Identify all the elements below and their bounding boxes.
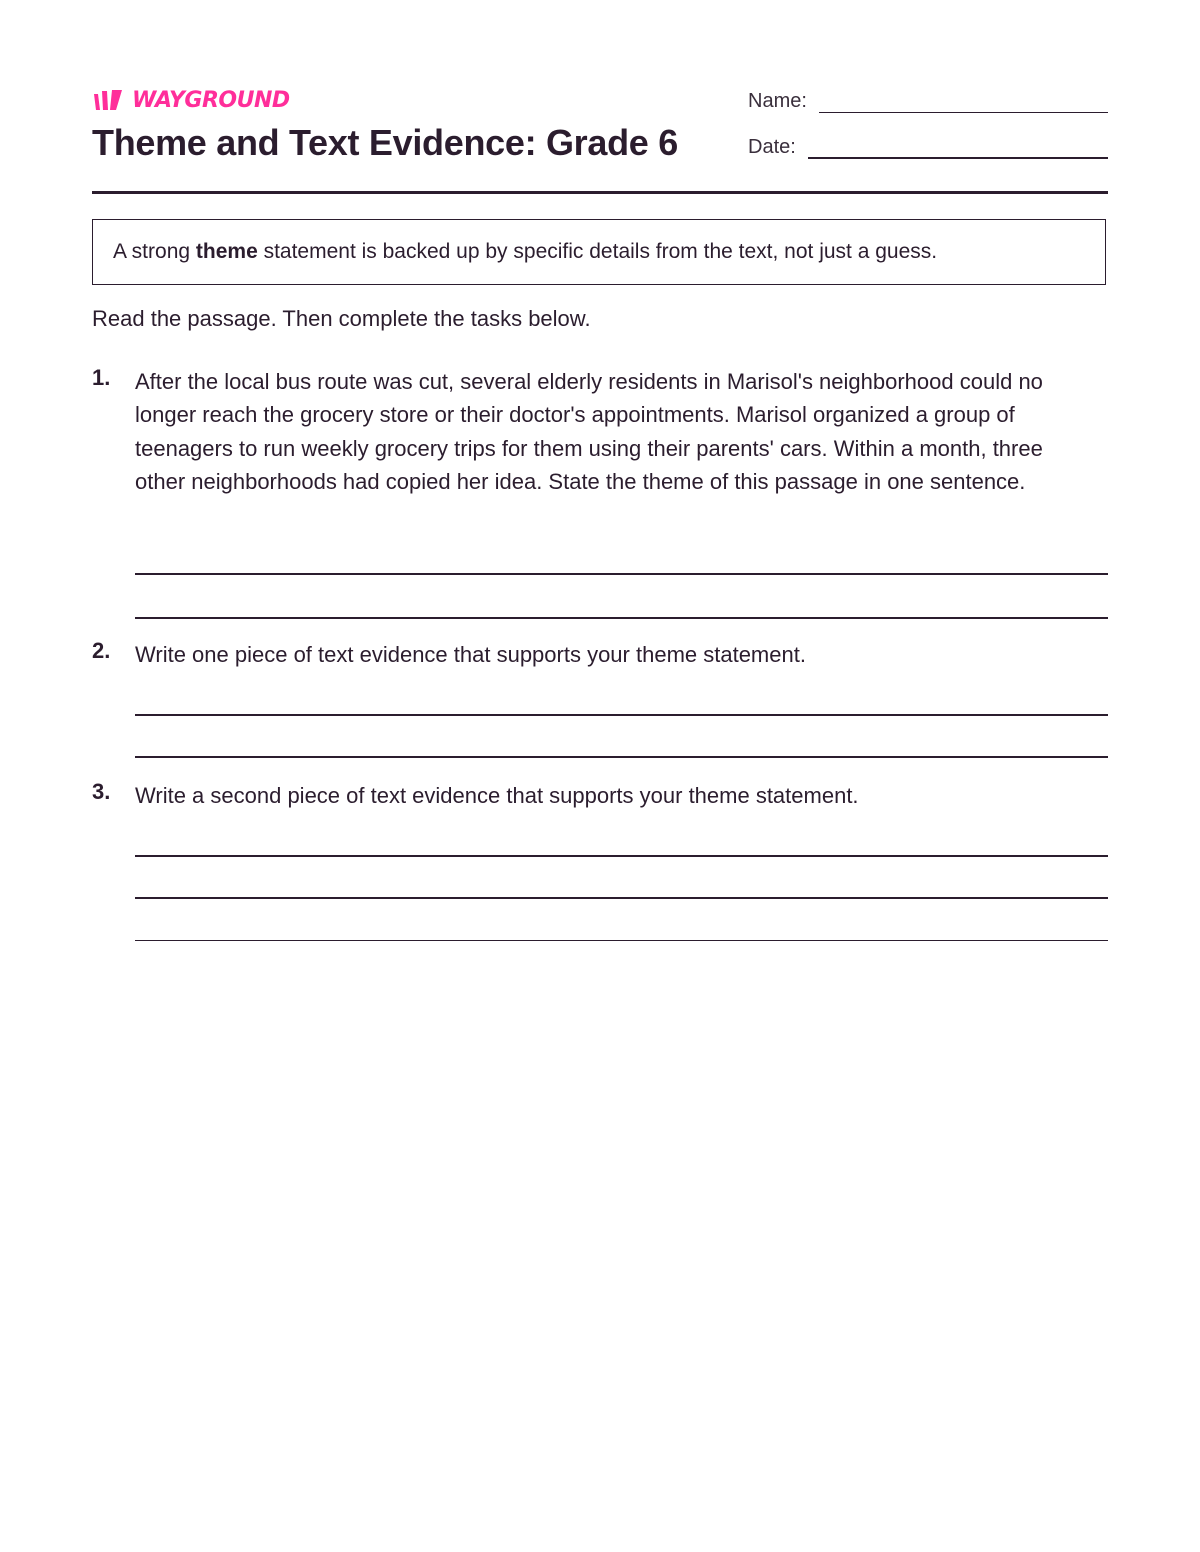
answer-line[interactable] (135, 756, 1108, 758)
answer-line[interactable] (135, 897, 1108, 899)
question-text: Write a second piece of text evidence that supports your theme statement. (135, 783, 859, 808)
callout-bold-term: theme (195, 240, 258, 263)
answer-line[interactable] (135, 714, 1108, 716)
header-divider (92, 191, 1108, 194)
answer-line[interactable] (135, 573, 1108, 575)
brand-name: WAYGROUND (132, 87, 290, 113)
callout-suffix: statement is backed up by specific details from the text, not just a guess. (257, 240, 938, 263)
date-label: Date: (748, 136, 796, 158)
name-field[interactable] (748, 88, 1108, 113)
name-label: Name: (748, 90, 807, 112)
date-blank-line[interactable] (808, 133, 1108, 159)
question-number: 3. (92, 779, 111, 804)
instructions: Read the passage. Then complete the tasks below. (92, 306, 591, 331)
answer-line[interactable] (135, 855, 1108, 857)
question-number: 2. (92, 638, 111, 663)
question-number: 1. (92, 365, 111, 390)
question-text: Write one piece of text evidence that supports your theme statement. (135, 642, 806, 667)
name-blank-line[interactable] (819, 88, 1108, 113)
wayground-logo-icon (92, 88, 126, 112)
answer-line[interactable] (135, 940, 1108, 941)
question-text: After the local bus route was cut, several elderly residents in Marisol's neighborhood could no longer reach the grocery store or their doctor's appointments. Marisol organized a group of teenagers to run weekly grocery trips for them using their parents' cars. Within a month, three other neighborhoods had copied her idea. State the theme of this passage in one sentence. (135, 369, 1043, 494)
brand-logo (92, 86, 290, 114)
callout-prefix: A strong (113, 240, 196, 263)
page-title: Theme and Text Evidence: Grade 6 (92, 122, 678, 163)
date-field[interactable] (748, 133, 1108, 159)
tip-callout (92, 219, 1106, 285)
answer-line[interactable] (135, 617, 1108, 619)
